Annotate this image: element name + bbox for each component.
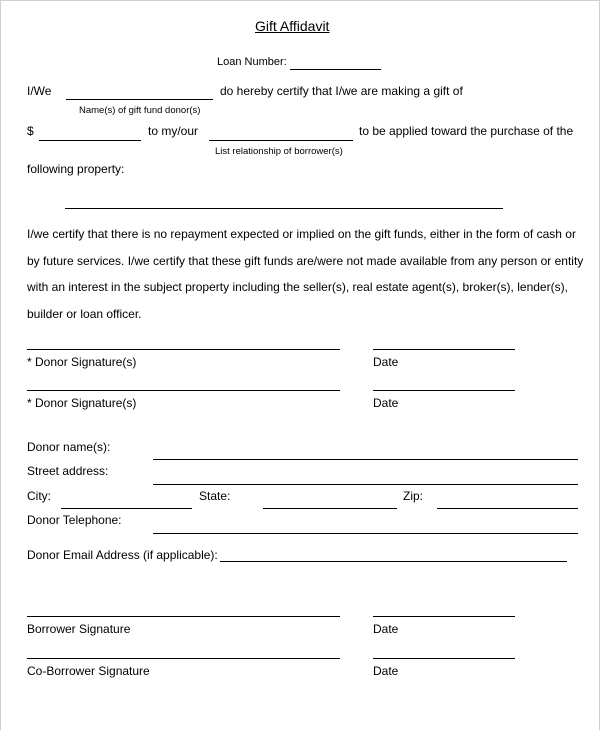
property-field[interactable] [65, 208, 503, 209]
date-label-3: Date [373, 622, 399, 636]
gift-amount-field[interactable] [39, 140, 141, 141]
donor-names-field[interactable] [153, 459, 578, 460]
borrower-signature-label: Borrower Signature [27, 622, 131, 636]
date-label-2: Date [373, 396, 399, 410]
donor-signature-label-2: * Donor Signature(s) [27, 396, 137, 410]
applied-text: to be applied toward the purchase of the [359, 124, 574, 138]
street-address-label: Street address: [27, 464, 109, 478]
to-my-our-text: to my/our [148, 124, 199, 138]
date-label-1: Date [373, 355, 399, 369]
donor-name-field[interactable] [66, 99, 213, 100]
certify-text: do hereby certify that I/we are making a gift of [220, 84, 463, 98]
date-line-1[interactable] [373, 349, 515, 350]
dollar-sign: $ [27, 124, 34, 138]
coborrower-signature-line[interactable] [27, 658, 340, 659]
coborrower-signature-label: Co-Borrower Signature [27, 664, 150, 678]
certification-line-3: with an interest in the subject property including the seller(s), real estate agent(s), broker(s), lender(s), [27, 280, 568, 294]
relationship-field[interactable] [209, 140, 353, 141]
date-line-3[interactable] [373, 616, 515, 617]
state-label: State: [199, 489, 231, 503]
certification-line-4: builder or loan officer. [27, 307, 142, 321]
certification-line-1: I/we certify that there is no repayment expected or implied on the gift funds, either in the form of cash or [27, 227, 576, 241]
date-label-4: Date [373, 664, 399, 678]
street-address-field[interactable] [153, 484, 578, 485]
following-property-text: following property: [27, 162, 125, 176]
zip-label: Zip: [403, 489, 424, 503]
date-line-2[interactable] [373, 390, 515, 391]
date-line-4[interactable] [373, 658, 515, 659]
borrower-signature-line[interactable] [27, 616, 340, 617]
certification-line-2: by future services. I/we certify that these gift funds are/were not made available from any person or entity [27, 254, 584, 268]
iwe-label: I/We [27, 84, 52, 98]
form-title: Gift Affidavit [255, 18, 330, 34]
donor-signature-label-1: * Donor Signature(s) [27, 355, 137, 369]
email-field[interactable] [220, 561, 567, 562]
loan-number-label: Loan Number: [217, 56, 287, 68]
telephone-field[interactable] [153, 533, 578, 534]
email-label: Donor Email Address (if applicable): [27, 548, 218, 562]
city-label: City: [27, 489, 51, 503]
donor-name-caption: Name(s) of gift fund donor(s) [79, 105, 201, 116]
loan-number-field[interactable] [290, 69, 381, 70]
city-field[interactable] [61, 508, 192, 509]
donor-signature-line-1[interactable] [27, 349, 340, 350]
telephone-label: Donor Telephone: [27, 513, 122, 527]
donor-signature-line-2[interactable] [27, 390, 340, 391]
relationship-caption: List relationship of borrower(s) [215, 146, 343, 157]
state-field[interactable] [263, 508, 397, 509]
zip-field[interactable] [437, 508, 578, 509]
donor-names-label: Donor name(s): [27, 440, 111, 454]
